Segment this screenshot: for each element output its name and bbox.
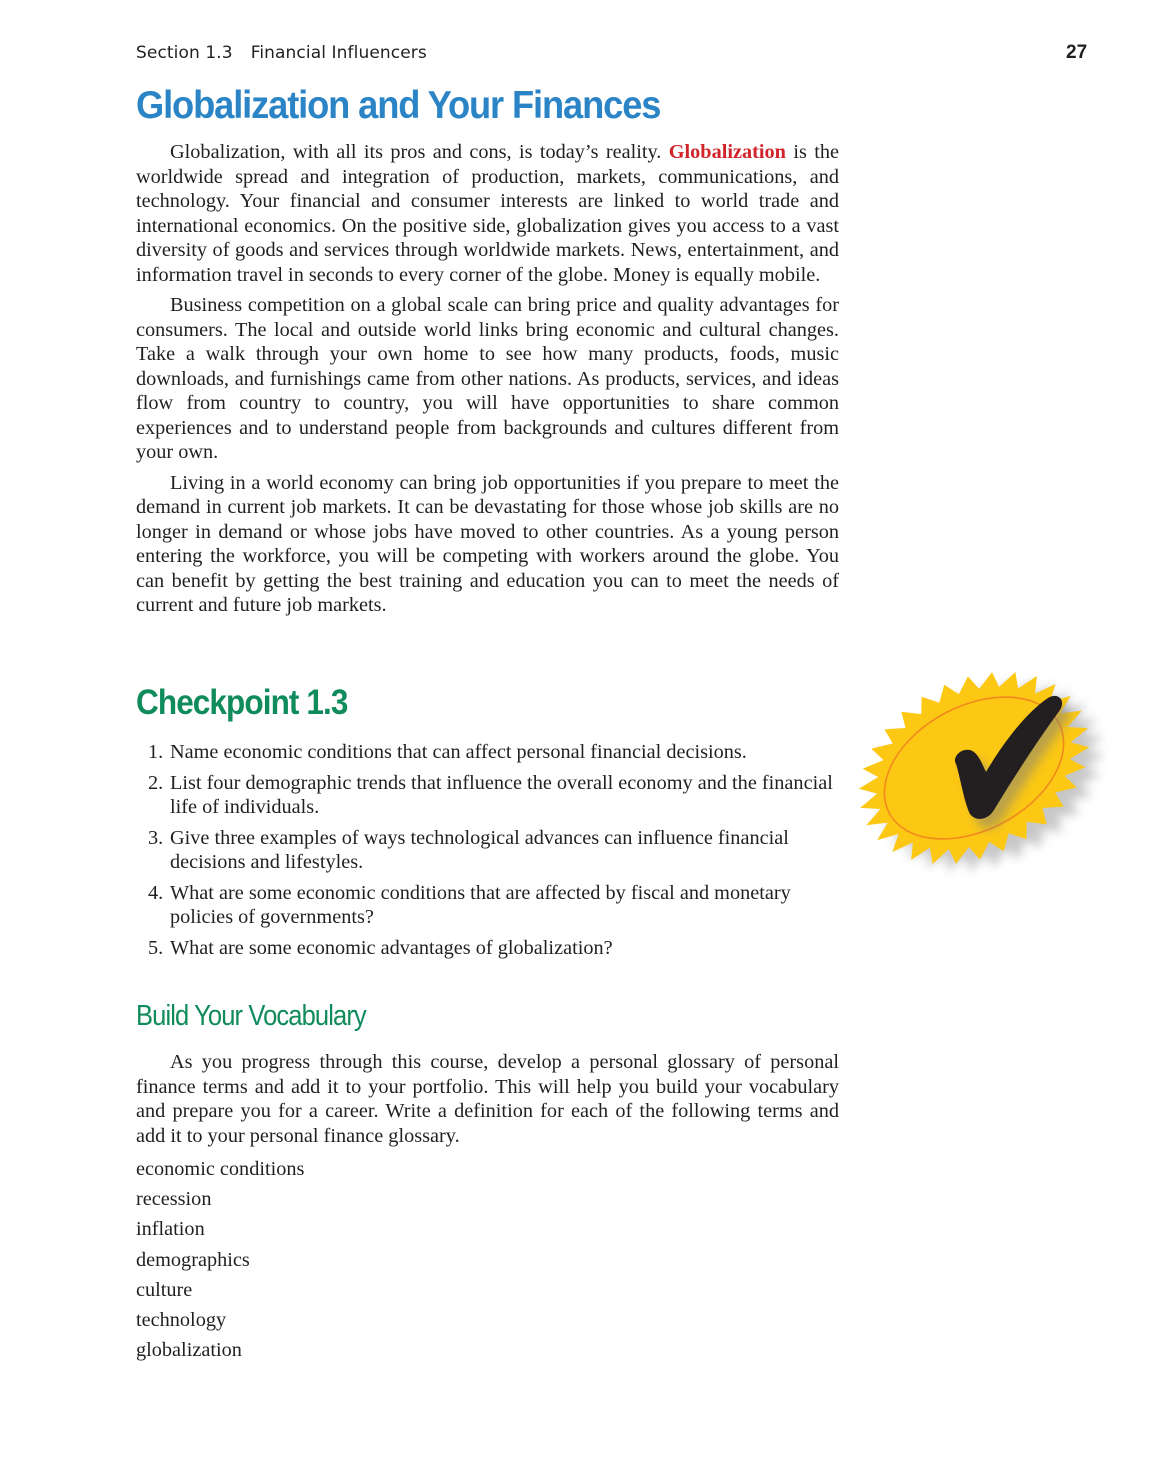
vocabulary-term: recession xyxy=(136,1188,212,1211)
vocabulary-body xyxy=(136,1050,839,1154)
checkpoint-questions xyxy=(136,740,839,966)
question-text: What are some economic advantages of globalization? xyxy=(170,936,613,959)
question-text: List four demographic trends that influence the overall economy and the financial life of individuals. xyxy=(170,771,833,818)
paragraph-text: Globalization, with all its pros and cons, is today’s reality. xyxy=(170,141,669,163)
vocabulary-term: globalization xyxy=(136,1339,242,1362)
question-number: 2. xyxy=(148,771,164,794)
vocabulary-term: inflation xyxy=(136,1218,205,1241)
vocabulary-term: technology xyxy=(136,1309,227,1332)
vocabulary-instructions: As you progress through this course, develop a personal glossary of personal finance terms and add it to your portfolio. This will help you build your vocabulary and prepare you for a career. Write a definition for each of the following terms and add it to your personal finance glossary. xyxy=(136,1051,839,1147)
section-number: Section 1.3 xyxy=(136,43,233,63)
question-text: Name economic conditions that can affect personal financial decisions. xyxy=(170,741,747,763)
globalization-paragraph-3: Living in a world economy can bring job opportunities if you prepare to meet the demand in current job markets. It can be devastating for those whose job skills are no longer in demand or whose jobs have moved to other countries. As a young person entering the workforce, you will be competing with workers around the globe. You can benefit by getting the best training and education you can to meet the needs of current and future job markets. xyxy=(136,471,839,616)
vocabulary-term: culture xyxy=(136,1278,193,1301)
paragraph-text: is the worldwide spread and integration of production, markets, communications, and technology. Your financial and consumer interests are linked to world trade and international economics. On the positive side, globalization gives you access to a vast diversity of goods and services through worldwide markets. News, entertainment, and information travel in seconds to every corner of the globe. Money is equally mobile. xyxy=(136,141,839,286)
key-term-globalization: Globalization xyxy=(668,141,786,163)
checkpoint-question xyxy=(136,936,839,961)
question-text: What are some economic conditions that are affected by fiscal and monetary policies of governments? xyxy=(170,881,791,928)
checkpoint-heading: Checkpoint 1.3 xyxy=(136,683,348,722)
globalization-paragraph-2: Business competition on a global scale can bring price and quality advantages for consumers. The local and outside world links bring economic and cultural changes. Take a walk through your own home to see how many products, foods, music downloads, and furnishings came from other nations. As products, services, and ideas flow from country to country, you will have opportunities to share common experiences and to understand people from backgrounds and cultures different from your own. xyxy=(136,294,839,463)
section-title: Financial Influencers xyxy=(250,43,427,63)
checkpoint-question xyxy=(136,740,839,765)
vocabulary-terms xyxy=(136,1154,304,1365)
question-number: 3. xyxy=(148,826,164,849)
checkpoint-question xyxy=(136,881,839,930)
vocabulary-heading: Build Your Vocabulary xyxy=(136,1000,366,1032)
checkpoint-question xyxy=(136,826,839,875)
checkpoint-question xyxy=(136,771,839,820)
question-number: 4. xyxy=(148,881,164,904)
globalization-heading: Globalization and Your Finances xyxy=(136,84,661,127)
checkmark-starburst-icon xyxy=(848,668,1108,878)
question-number: 1. xyxy=(148,741,164,763)
question-text: Give three examples of ways technological advances can influence financial decisions and lifestyles. xyxy=(170,826,789,873)
vocabulary-term: economic conditions xyxy=(136,1158,305,1180)
vocabulary-term: demographics xyxy=(136,1248,250,1271)
globalization-paragraph-1 xyxy=(136,140,839,287)
running-head xyxy=(136,43,427,63)
globalization-body xyxy=(136,140,839,624)
question-number: 5. xyxy=(148,936,164,959)
page-number: 27 xyxy=(1066,42,1088,63)
